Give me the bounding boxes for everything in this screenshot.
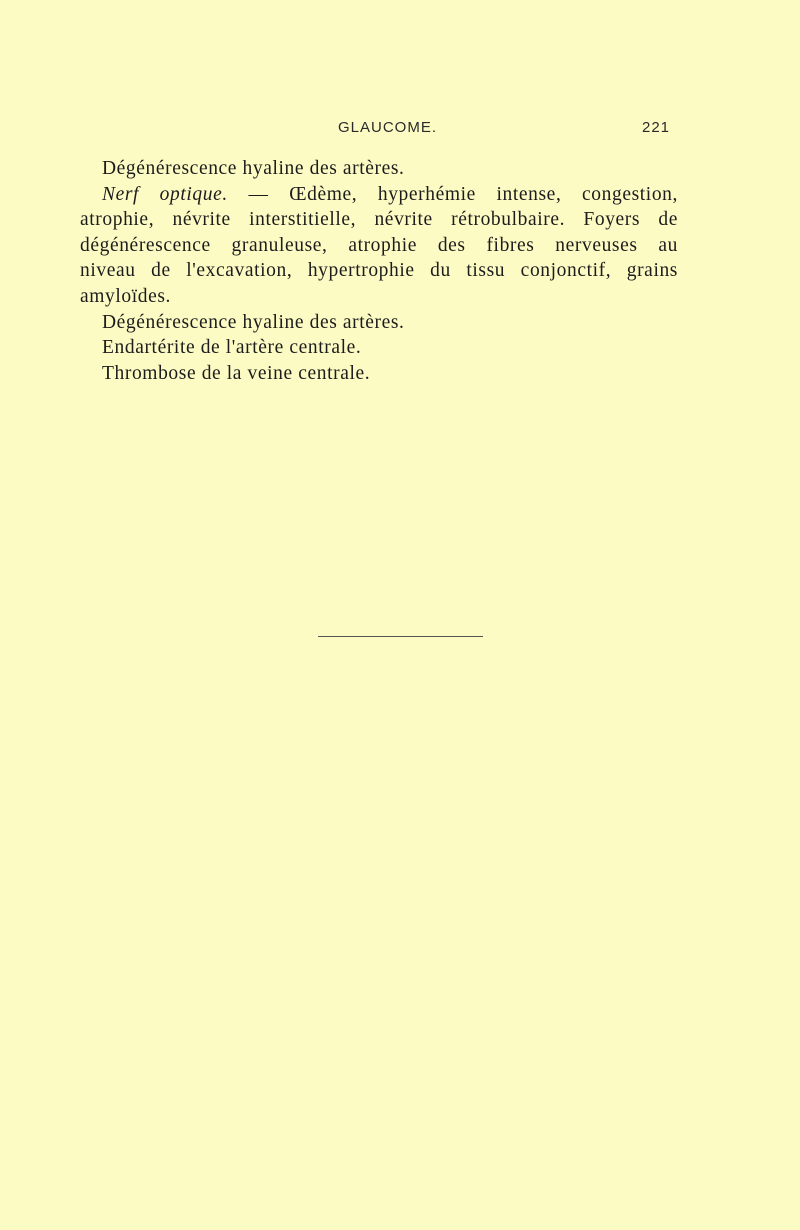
text-line xyxy=(80,182,678,208)
section-heading: Nerf optique. xyxy=(102,183,228,205)
text-line: Dégénérescence hyaline des artères. xyxy=(102,158,405,179)
running-header xyxy=(0,119,800,143)
body-text xyxy=(80,156,678,386)
running-title: GLAUCOME. xyxy=(338,119,438,136)
text-line: dégénérescence granuleuse, atrophie des fibres nerveuses au xyxy=(80,234,678,256)
text-line: Endartérite de l'artère centrale. xyxy=(102,337,362,359)
text-line: amyloïdes. xyxy=(80,285,172,307)
text-line: Thrombose de la veine centrale. xyxy=(102,362,371,384)
section-divider xyxy=(318,636,483,637)
text-line: Dégénérescence hyaline des artères. xyxy=(102,311,405,333)
text-span: — Œdème, hyperhémie intense, congestion, xyxy=(227,183,678,205)
text-line: niveau de l'excavation, hypertrophie du tissu conjonctif, grains xyxy=(80,260,678,282)
page-number: 221 xyxy=(642,119,671,136)
text-line: atrophie, névrite interstitielle, névrite rétrobulbaire. Foyers de xyxy=(80,209,678,231)
